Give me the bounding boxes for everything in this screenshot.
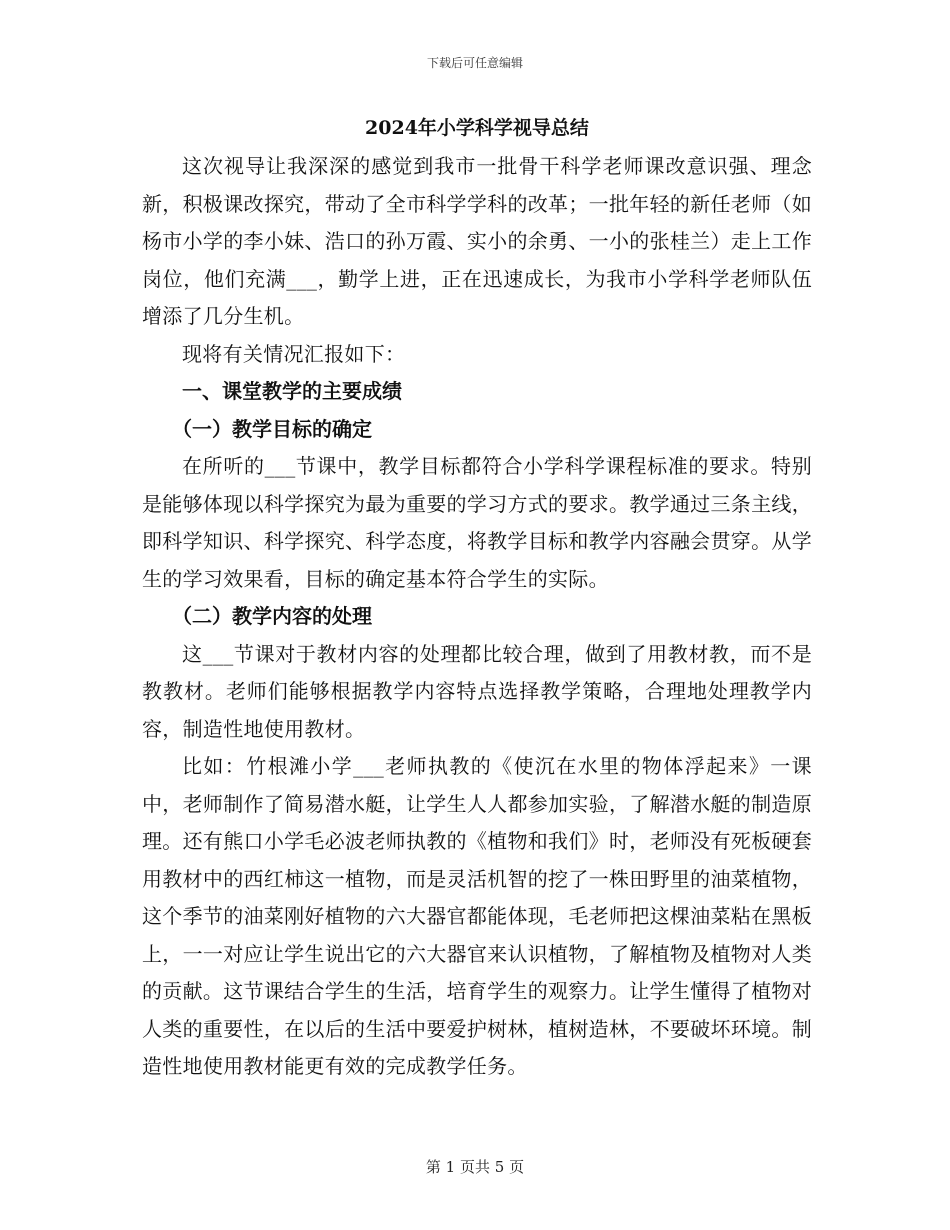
subsection-heading-content: （二）教学内容的处理	[172, 604, 372, 628]
paragraph-intro: 这次视导让我深深的感觉到我市一批骨干科学老师课改意识强、理念新，积极课改探究，带动了全市科学学科的改革；一批年轻的新任老师（如杨市小学的李小妹、浩口的孙万霞、实小的余勇、一小的张桂兰）走上工作岗位，他们充满___，勤学上进，正在迅速成长，为我市小学科学老师队伍增添了几分生机。	[142, 154, 812, 328]
paragraph-example: 比如：竹根滩小学___老师执教的《使沉在水里的物体浮起来》一课中，老师制作了简易潜水艇，让学生人人都参加实验，了解潜水艇的制造原理。还有熊口小学毛必波老师执教的《植物和我们》时，老师没有死板硬套用教材中的西红柿这一植物，而是灵活机智的挖了一株田野里的油菜植物，这个季节的油菜刚好植物的六大器官都能体现，毛老师把这棵油菜粘在黑板上，一一对应让学生说出它的六大器官来认识植物，了解植物及植物对人类的贡献。这节课结合学生的生活，培育学生的观察力。让学生懂得了植物对人类的重要性，在以后的生活中要爱护树林，植树造林，不要破坏环境。制造性地使用教材能更有效的完成教学任务。	[142, 754, 812, 1078]
document-body	[142, 112, 812, 1086]
page-number: 第 1 页共 5 页	[425, 1158, 525, 1176]
paragraph-report-intro: 现将有关情况汇报如下：	[182, 341, 406, 366]
paragraph-objectives: 在所听的___节课中，教学目标都符合小学科学课程标准的要求。特别是能够体现以科学探究为最为重要的学习方式的要求。教学通过三条主线，即科学知识、科学探究、科学态度，将教学目标和教学内容融会贯穿。从学生的学习效果看，目标的确定基本符合学生的实际。	[142, 454, 812, 591]
document-title: 2024年小学科学视导总结	[365, 117, 589, 139]
header-note: 下载后可任意编辑	[426, 56, 523, 70]
subsection-heading-objectives: （一）教学目标的确定	[172, 416, 372, 441]
paragraph-content: 这___节课对于教材内容的处理都比较合理，做到了用教材教，而不是教教材。老师们能够根据教学内容特点选择教学策略，合理地处理教学内容，制造性地使用教材。	[142, 641, 812, 741]
section-heading-achievements: 一、课堂教学的主要成绩	[182, 379, 402, 403]
